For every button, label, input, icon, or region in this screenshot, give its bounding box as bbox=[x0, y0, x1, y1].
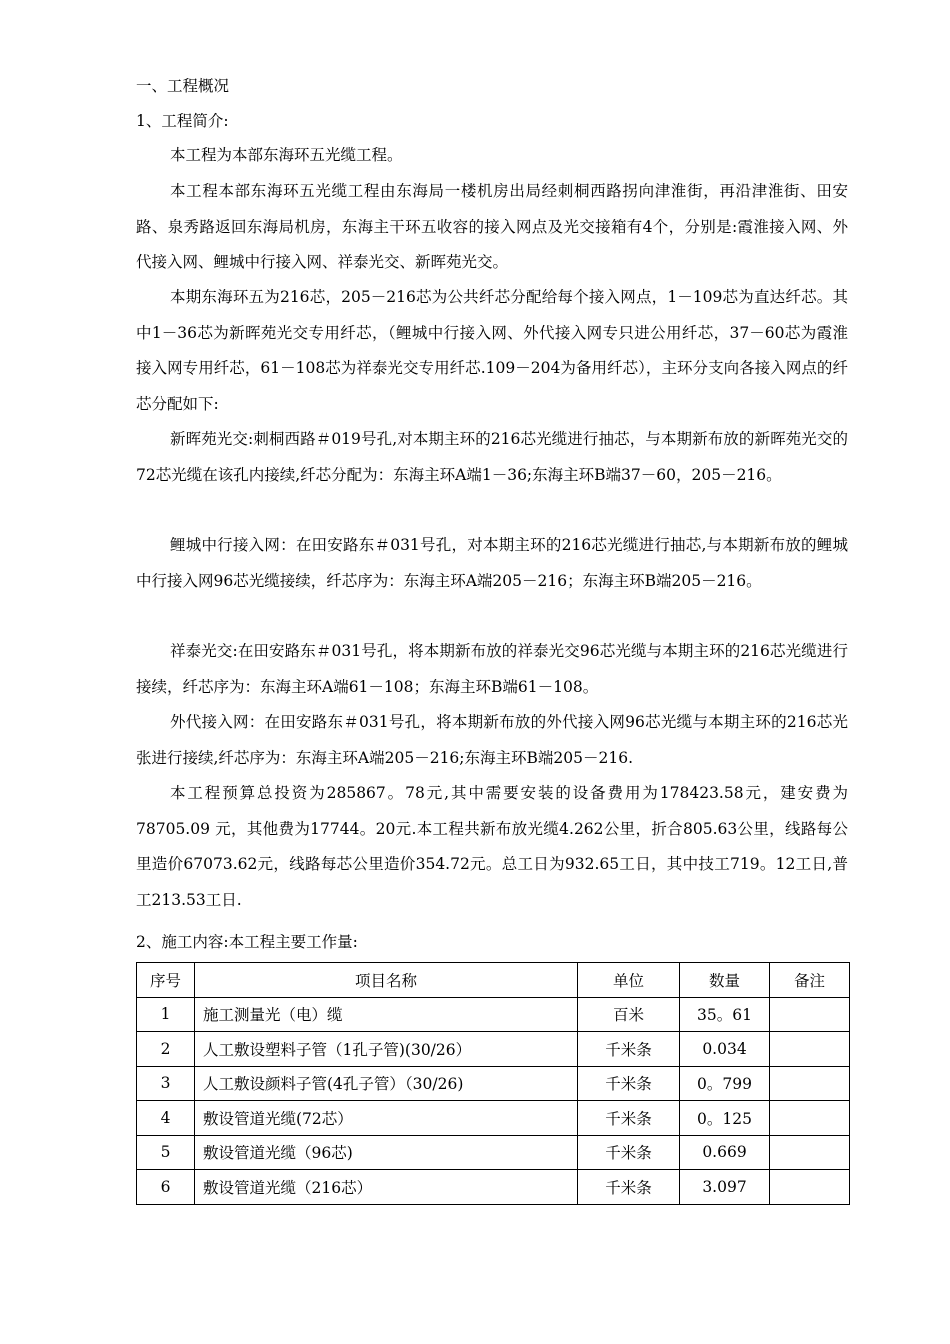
cell-qty: 0。799 bbox=[680, 1066, 770, 1101]
paragraph-5: 鲤城中行接入网：在田安路东＃031号孔，对本期主环的216芯光缆进行抽芯,与本期新布放的鲤城中行接入网96芯光缆接续，纤芯序为：东海主环A端205－216；东海主环B端205－216。 bbox=[136, 536, 848, 590]
header-name: 项目名称 bbox=[195, 963, 578, 998]
cell-unit: 千米条 bbox=[578, 1135, 680, 1170]
table-row bbox=[137, 1170, 850, 1205]
cell-name: 敷设管道光缆（216芯） bbox=[195, 1170, 578, 1205]
cell-seq: 4 bbox=[137, 1101, 195, 1136]
cell-qty: 0.669 bbox=[680, 1135, 770, 1170]
subheading-work-content: 2、施工内容:本工程主要工作量: bbox=[136, 933, 358, 951]
cell-seq: 1 bbox=[137, 997, 195, 1032]
paragraph-7: 外代接入网：在田安路东＃031号孔，将本期新布放的外代接入网96芯光缆与本期主环的216芯光张进行接续,纤芯序为：东海主环A端205－216;东海主环B端205－216. bbox=[136, 713, 848, 767]
section-heading: 一、工程概况 bbox=[136, 77, 230, 95]
cell-note bbox=[770, 997, 850, 1032]
table-header-row bbox=[137, 963, 850, 998]
cell-name: 施工测量光（电）缆 bbox=[195, 997, 578, 1032]
cell-unit: 千米条 bbox=[578, 1101, 680, 1136]
cell-unit: 千米条 bbox=[578, 1066, 680, 1101]
cell-qty: 35。61 bbox=[680, 997, 770, 1032]
cell-note bbox=[770, 1170, 850, 1205]
paragraph-6: 祥泰光交:在田安路东＃031号孔，将本期新布放的祥泰光交96芯光缆与本期主环的216芯光缆进行接续，纤芯序为：东海主环A端61－108；东海主环B端61－108。 bbox=[136, 642, 848, 696]
paragraph-1: 本工程为本部东海环五光缆工程。 bbox=[170, 146, 403, 164]
cell-seq: 2 bbox=[137, 1032, 195, 1067]
workload-table bbox=[136, 962, 850, 1205]
cell-unit: 千米条 bbox=[578, 1170, 680, 1205]
subheading-project-intro: 1、工程简介: bbox=[136, 112, 229, 130]
paragraph-2: 本工程本部东海环五光缆工程由东海局一楼机房出局经刺桐西路拐向津淮街，再沿津淮街、田安路、泉秀路返回东海局机房，东海主干环五收容的接入网点及光交接箱有4个，分别是:霞淮接入网、外代接入网、鲤城中行接入网、祥泰光交、新晖苑光交。 bbox=[136, 182, 848, 271]
cell-note bbox=[770, 1101, 850, 1136]
cell-seq: 5 bbox=[137, 1135, 195, 1170]
cell-name: 人工敷设塑料子管（1孔子管)(30/26） bbox=[195, 1032, 578, 1067]
cell-seq: 3 bbox=[137, 1066, 195, 1101]
cell-seq: 6 bbox=[137, 1170, 195, 1205]
header-note: 备注 bbox=[770, 963, 850, 998]
cell-note bbox=[770, 1032, 850, 1067]
cell-name: 敷设管道光缆（96芯) bbox=[195, 1135, 578, 1170]
cell-unit: 千米条 bbox=[578, 1032, 680, 1067]
table-row bbox=[137, 1032, 850, 1067]
paragraph-3: 本期东海环五为216芯，205－216芯为公共纤芯分配给每个接入网点，1－109芯为直达纤芯。其中1－36芯为新晖苑光交专用纤芯，（鲤城中行接入网、外代接入网专只进公用纤芯，37－60芯为霞淮接入网专用纤芯，61－108芯为祥泰光交专用纤芯.109－204为备用纤芯），主环分支向各接入网点的纤芯分配如下: bbox=[136, 288, 848, 413]
header-qty: 数量 bbox=[680, 963, 770, 998]
cell-qty: 0.034 bbox=[680, 1032, 770, 1067]
cell-qty: 0。125 bbox=[680, 1101, 770, 1136]
paragraph-8: 本工程预算总投资为285867。78元,其中需要安装的设备费用为178423.58元，建安费为78705.09 元，其他费为17744。20元.本工程共新布放光缆4.262公里，折合805.63公里，线路每公里造价67073.62元，线路每芯公里造价354.72元。总工日为932.65工日，其中技工719。12工日,普工213.53工日. bbox=[136, 784, 848, 909]
cell-name: 敷设管道光缆(72芯） bbox=[195, 1101, 578, 1136]
table-row bbox=[137, 1135, 850, 1170]
cell-unit: 百米 bbox=[578, 997, 680, 1032]
cell-note bbox=[770, 1135, 850, 1170]
table-row bbox=[137, 1066, 850, 1101]
cell-name: 人工敷设颜料子管(4孔子管）（30/26) bbox=[195, 1066, 578, 1101]
paragraph-4: 新晖苑光交:刺桐西路＃019号孔,对本期主环的216芯光缆进行抽芯，与本期新布放的新晖苑光交的72芯光缆在该孔内接续,纤芯分配为：东海主环A端1－36;东海主环B端37－60，205－216。 bbox=[136, 430, 848, 484]
header-seq: 序号 bbox=[137, 963, 195, 998]
cell-note bbox=[770, 1066, 850, 1101]
table-row bbox=[137, 1101, 850, 1136]
table-row bbox=[137, 997, 850, 1032]
cell-qty: 3.097 bbox=[680, 1170, 770, 1205]
header-unit: 单位 bbox=[578, 963, 680, 998]
